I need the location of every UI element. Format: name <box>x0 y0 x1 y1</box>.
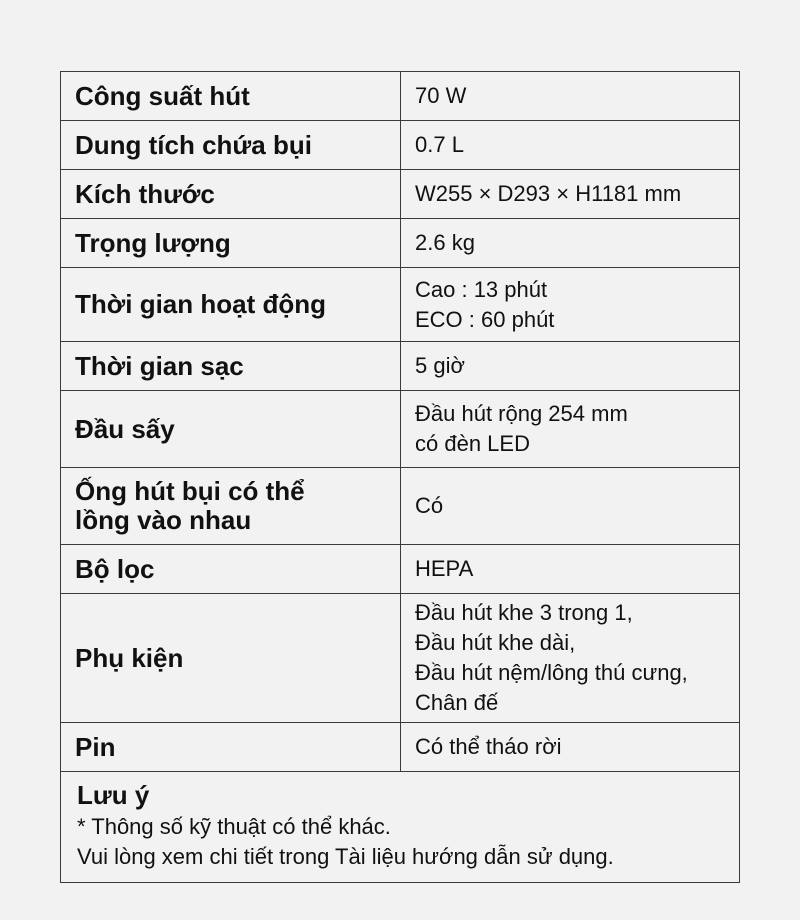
spec-label: Thời gian hoạt động <box>61 268 401 342</box>
spec-row-dimensions <box>61 170 740 219</box>
spec-value-line: 5 giờ <box>415 353 465 378</box>
spec-row-accessories <box>61 594 740 723</box>
spec-value-line: ECO : 60 phút <box>415 306 555 332</box>
spec-label: Đầu sấy <box>61 391 401 468</box>
spec-value <box>401 468 740 545</box>
spec-row-charge-time <box>61 342 740 391</box>
spec-value <box>401 121 740 170</box>
note-cell <box>61 772 740 883</box>
spec-value-line: Chân đế <box>415 690 499 715</box>
spec-value-line: W255 × D293 × H1181 mm <box>415 181 682 206</box>
spec-value-line: 0.7 L <box>415 132 464 157</box>
spec-value-line: Đầu hút khe dài, <box>415 630 576 655</box>
spec-label <box>61 468 401 545</box>
spec-value <box>401 268 740 342</box>
note-title: Lưu ý <box>77 780 150 810</box>
spec-value <box>401 219 740 268</box>
spec-label: Phụ kiện <box>61 594 401 723</box>
spec-value-line: 2.6 kg <box>415 230 475 255</box>
spec-label: Trọng lượng <box>61 219 401 268</box>
spec-value-line: Đầu hút rộng 254 mm <box>415 401 628 426</box>
spec-label: Dung tích chứa bụi <box>61 121 401 170</box>
spec-table <box>60 71 740 883</box>
note-row <box>61 772 740 883</box>
spec-row-run-time <box>61 268 740 342</box>
note-line: * Thông số kỹ thuật có thể khác. <box>77 814 391 839</box>
spec-value <box>401 342 740 391</box>
spec-value-line: có đèn LED <box>415 431 530 456</box>
spec-value-line: Đầu hút khe 3 trong 1, <box>415 600 633 625</box>
spec-value-line: HEPA <box>415 556 474 581</box>
spec-label: Pin <box>61 723 401 772</box>
spec-label-line: Ống hút bụi có thể <box>75 476 305 506</box>
spec-label: Bộ lọc <box>61 545 401 594</box>
note-line: Vui lòng xem chi tiết trong Tài liệu hướng dẫn sử dụng. <box>77 844 614 869</box>
spec-row-suction-power <box>61 72 740 121</box>
spec-value <box>401 72 740 121</box>
spec-row-weight <box>61 219 740 268</box>
spec-value <box>401 723 740 772</box>
spec-value-line: Đầu hút nệm/lông thú cưng, <box>415 660 688 685</box>
spec-value-line: 70 W <box>415 83 467 108</box>
spec-row-filter <box>61 545 740 594</box>
spec-row-dust-capacity <box>61 121 740 170</box>
spec-value <box>401 594 740 723</box>
spec-label: Thời gian sạc <box>61 342 401 391</box>
spec-value <box>401 391 740 468</box>
spec-value-line: Cao : 13 phút <box>415 276 548 302</box>
spec-value <box>401 545 740 594</box>
spec-row-telescopic-tube <box>61 468 740 545</box>
spec-label: Kích thước <box>61 170 401 219</box>
spec-value-line: Có thể tháo rời <box>415 734 562 759</box>
spec-label: Công suất hút <box>61 72 401 121</box>
spec-value <box>401 170 740 219</box>
spec-value-line: Có <box>415 493 444 518</box>
spec-label-line: lồng vào nhau <box>75 505 252 535</box>
spec-row-battery <box>61 723 740 772</box>
spec-row-head <box>61 391 740 468</box>
